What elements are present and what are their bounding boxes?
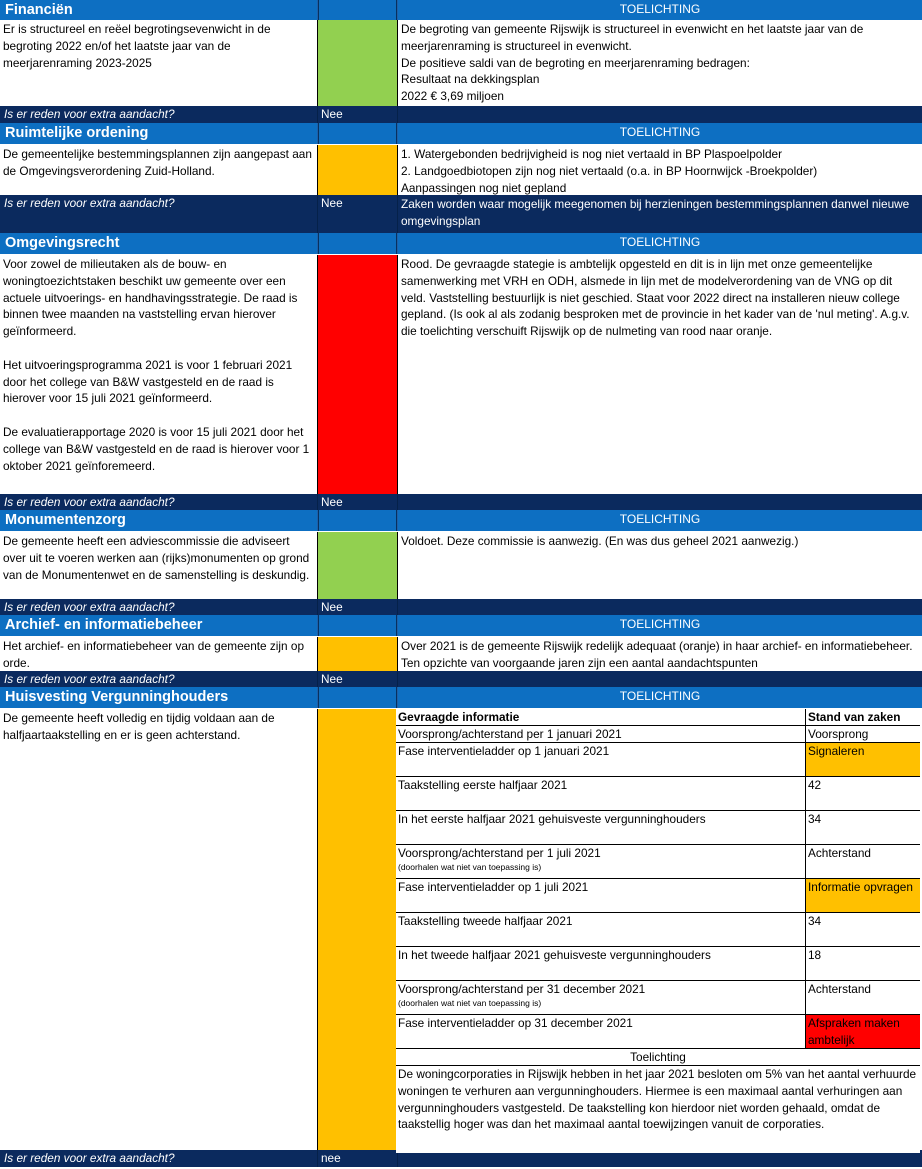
section-header — [0, 0, 921, 21]
table-row-value: 34 — [806, 913, 920, 946]
attention-row — [0, 195, 921, 233]
header-spacer — [318, 233, 397, 254]
row-label-text: Voorsprong/achterstand per 1 juli 2021 — [398, 846, 601, 860]
table-row-label — [396, 743, 805, 776]
explanation-text: Rood. De gevraagde stategie is ambtelijk opgesteld en dit is in lijn met onze gemeentelijke samenwerking met VRH en ODH, alsmede in lijn met de modelverordening van de VNG op dit veld. Vaststelling bestuurlijk is niet geschied. Staat voor 2022 direct na installeren nieuw college gepland. (Is ook al als zodanig besproken met de provincie in het kader van de 'nul meting'. A.g.v. die toelichting verschuift Rijswijk op de nulmeting van rood naar oranje. — [398, 255, 922, 494]
criterion-text: Er is structureel en reëel begrotingsevenwicht in de begroting 2022 en/of het laatste jaar van de meerjarenraming 2023-2025 — [0, 20, 317, 106]
attention-comment — [398, 671, 922, 687]
section-content — [0, 637, 921, 671]
row-label-text: In het tweede halfjaar 2021 gehuisveste vergunninghouders — [398, 948, 711, 962]
row-label-text: In het eerste halfjaar 2021 gehuisveste vergunninghouders — [398, 812, 706, 826]
attention-answer: Nee — [318, 671, 397, 687]
table-row-label — [396, 879, 805, 912]
section-header — [0, 687, 921, 708]
header-spacer — [318, 0, 397, 21]
attention-answer: nee — [318, 1150, 397, 1167]
section-header — [0, 233, 921, 254]
criterion-text: Het archief- en informatiebeheer van de gemeente zijn op orde. — [0, 637, 317, 671]
table-row-value: Informatie opvragen — [806, 879, 920, 912]
toelichting-label: TOELICHTING — [398, 615, 922, 636]
explanation-text: Over 2021 is de gemeente Rijswijk redelijk adequaat (oranje) in haar archief- en informatiebeheer. Ten opzichte van voorgaande jaren zijn een aantal aandachtspunten — [398, 637, 922, 671]
row-note-text: (doorhalen wat niet van toepassing is) — [398, 997, 542, 1008]
criterion-text: De gemeente heeft volledig en tijdig voldaan aan de halfjaartaakstelling en er is geen achterstand. — [0, 709, 317, 1150]
section-content — [0, 20, 921, 106]
status-indicator — [318, 255, 397, 494]
explanation-text: 1. Watergebonden bedrijvigheid is nog niet vertaald in BP Plaspoelpolder 2. Landgoedbiotopen zijn nog niet vertaald (o.a. in BP Hoornwijck -Broekpolder) Aanpassingen nog niet gepland — [398, 145, 922, 195]
attention-answer: Nee — [318, 195, 397, 233]
section-header — [0, 510, 921, 531]
attention-comment — [398, 494, 922, 510]
row-label-text: Fase interventieladder op 1 januari 2021 — [398, 744, 610, 758]
attention-question: Is er reden voor extra aandacht? — [0, 599, 317, 615]
toelichting-label: TOELICHTING — [398, 687, 922, 708]
toelichting-label: TOELICHTING — [398, 123, 922, 144]
section-title: Financiën — [0, 0, 317, 21]
attention-comment — [398, 106, 922, 123]
attention-row — [0, 494, 921, 510]
status-indicator — [318, 532, 397, 599]
section-header — [0, 123, 921, 144]
table-row-label — [396, 981, 805, 1014]
column-header-info: Gevraagde informatie — [396, 709, 805, 725]
row-note-text: (doorhalen wat niet van toepassing is) — [398, 861, 542, 872]
row-label-text: Voorsprong/achterstand per 1 januari 2021 — [398, 727, 622, 741]
explanation-text: De begroting van gemeente Rijswijk is structureel in evenwicht en het laatste jaar van de meerjarenraming is structureel in evenwicht. De positieve saldi van de begroting en meerjarenraming bedragen: Resultaat na dekkingsplan 2022 € 3,69 miljoen — [398, 20, 922, 106]
attention-question: Is er reden voor extra aandacht? — [0, 671, 317, 687]
toelichting-title: Toelichting — [396, 1049, 920, 1065]
section-header — [0, 615, 921, 636]
attention-answer: Nee — [318, 494, 397, 510]
table-row-label — [396, 777, 805, 810]
attention-question: Is er reden voor extra aandacht? — [0, 106, 317, 123]
criterion-text: De gemeente heeft een adviescommissie die adviseert over uit te voeren werken aan (rijks)monumenten op grond van de Monumentenwet en de samenstelling is deskundig. — [0, 532, 317, 599]
attention-answer: Nee — [318, 106, 397, 123]
table-row-value: Achterstand — [806, 845, 920, 878]
attention-row — [0, 599, 921, 615]
table-row-label — [396, 811, 805, 844]
table-row-label — [396, 845, 805, 878]
attention-comment — [398, 599, 922, 615]
status-indicator — [318, 145, 397, 195]
table-row-label — [396, 1015, 805, 1048]
table-row-label — [396, 947, 805, 980]
section-content — [0, 145, 921, 195]
header-spacer — [318, 123, 397, 144]
attention-row — [0, 106, 921, 123]
row-label-text: Fase interventieladder op 1 juli 2021 — [398, 880, 589, 894]
section-title: Ruimtelijke ordening — [0, 123, 317, 144]
attention-comment: Zaken worden waar mogelijk meegenomen bij herzieningen bestemmingsplannen danwel nieuwe omgevingsplan — [398, 195, 922, 233]
section-title: Huisvesting Vergunninghouders — [0, 687, 317, 708]
table-row-label — [396, 726, 805, 742]
explanation-text: Voldoet. Deze commissie is aanwezig. (En was dus geheel 2021 aanwezig.) — [398, 532, 922, 599]
criterion-text: Voor zowel de milieutaken als de bouw- en woningtoezichtstaken beschikt uw gemeente over een actuele uitvoerings- en handhavingsstrategie. De raad is binnen twee maanden na vaststelling ervan hierover geïnformeerd. Het uitvoeringsprogramma 2021 is voor 1 februari 2021 door het college van B&W vastgesteld en de raad is hierover voor 15 juli 2021 geïnformeerd. De evaluatierapportage 2020 is voor 15 juli 2021 door het college van B&W vastgesteld en de raad is hierover voor 1 oktober 2021 geïnforemeerd. — [0, 255, 317, 494]
table-row-value: Afspraken maken ambtelijk — [806, 1015, 920, 1048]
header-spacer — [318, 687, 397, 708]
attention-question: Is er reden voor extra aandacht? — [0, 1150, 317, 1167]
table-row-value: Achterstand — [806, 981, 920, 1014]
row-label-text: Voorsprong/achterstand per 31 december 2021 — [398, 982, 646, 996]
header-spacer — [318, 615, 397, 636]
attention-answer: Nee — [318, 599, 397, 615]
section-content — [0, 532, 921, 599]
row-label-text: Fase interventieladder op 31 december 2021 — [398, 1016, 633, 1030]
huisvesting-table — [396, 709, 920, 1153]
toelichting-label: TOELICHTING — [398, 510, 922, 531]
section-title: Monumentenzorg — [0, 510, 317, 531]
toelichting-text: De woningcorporaties in Rijswijk hebben in het jaar 2021 besloten om 5% van het aantal verhuurde woningen te verhuren aan vergunninghouders. Hiermee is een maximaal aantal verhuringen aan vergunninghouders vastgesteld. De taakstelling kon hierdoor niet worden gehaald, omdat de taakstellig hoger was dan het maximaal aantal toewijzingen vanuit de corporaties. — [396, 1066, 920, 1153]
table-row-value: 34 — [806, 811, 920, 844]
toelichting-label: TOELICHTING — [398, 233, 922, 254]
section-title: Omgevingsrecht — [0, 233, 317, 254]
table-row-value: 18 — [806, 947, 920, 980]
criterion-text: De gemeentelijke bestemmingsplannen zijn aangepast aan de Omgevingsverordening Zuid-Holland. — [0, 145, 317, 195]
status-indicator — [318, 20, 397, 106]
row-label-text: Taakstelling eerste halfjaar 2021 — [398, 778, 568, 792]
table-row-label — [396, 913, 805, 946]
attention-row — [0, 671, 921, 687]
column-header-stand: Stand van zaken — [806, 709, 920, 725]
table-row-value: Voorsprong — [806, 726, 920, 742]
toelichting-label: TOELICHTING — [398, 0, 922, 21]
section-content — [0, 255, 921, 494]
section-title: Archief- en informatiebeheer — [0, 615, 317, 636]
attention-question: Is er reden voor extra aandacht? — [0, 195, 317, 233]
attention-question: Is er reden voor extra aandacht? — [0, 494, 317, 510]
header-spacer — [318, 510, 397, 531]
status-indicator — [318, 637, 397, 671]
table-row-value: Signaleren — [806, 743, 920, 776]
status-indicator — [318, 709, 397, 1150]
row-label-text: Taakstelling tweede halfjaar 2021 — [398, 914, 573, 928]
table-row-value: 42 — [806, 777, 920, 810]
